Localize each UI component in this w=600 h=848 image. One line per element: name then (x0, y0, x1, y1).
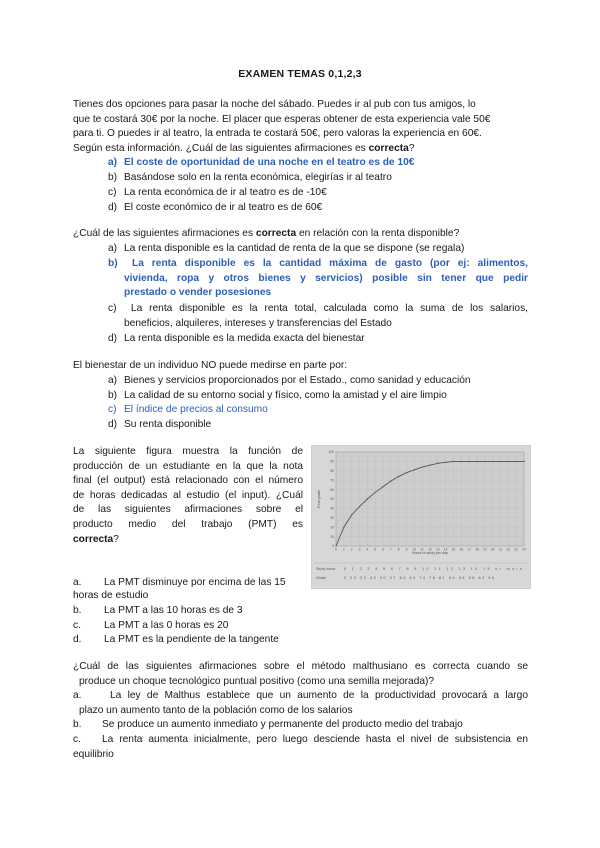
q5-option-c-line-2: equilibrio (73, 748, 114, 760)
x-tick-label: 9 (405, 547, 408, 552)
q3-option-a[interactable] (108, 374, 471, 389)
x-tick-label: 22 (506, 547, 511, 552)
q2-option-c-letter: c) (108, 303, 117, 314)
y-tick-label: 70 (330, 478, 334, 483)
q2-option-b-text-1: La renta disponible es la cantidad máxima de gasto (por ej: alimentos, (131, 258, 528, 269)
q4-option-d-text: La PMT es la pendiente de la tangente (104, 634, 279, 645)
q3-option-d-text: Su renta disponible (124, 419, 212, 430)
q5-line-2: produce un choque tecnológico puntual positivo (como una semilla mejorada)? (79, 675, 435, 687)
exam-title: EXAMEN TEMAS 0,1,2,3 (238, 68, 362, 80)
x-tick-label: 11 (420, 547, 424, 552)
q5-option-c-line-1 (73, 733, 528, 748)
x-tick-label: 7 (389, 547, 392, 552)
q2-bold-word: correcta (255, 228, 297, 239)
q2-option-b-letter: b) (108, 258, 118, 269)
q2-option-c-line-2: beneficios, alquileres, intereses y transferencias del Estado (124, 317, 392, 329)
q4-option-a-letter: a. (73, 577, 82, 588)
q2-option-d[interactable] (108, 332, 365, 347)
y-tick-label: 90 (330, 459, 334, 464)
q5-option-c[interactable] (73, 733, 528, 762)
q1-line-4-prefix: Según esta información. ¿Cuál de las siguientes afirmaciones es (73, 142, 369, 154)
q2-option-a-letter: a) (108, 243, 118, 254)
q1-option-a[interactable] (108, 156, 414, 171)
q5-option-a[interactable] (73, 689, 528, 718)
q2-option-a-text: La renta disponible es la cantidad de renta de la que se dispone (se regala) (124, 243, 465, 254)
q5-option-a-line-1 (73, 689, 528, 704)
q3-option-a-text: Bienes y servicios proporcionados por el Estado., como sanidad y educación (124, 375, 471, 386)
x-tick-label: 14 (443, 547, 448, 552)
q4-option-b-text: La PMT a las 10 horas es de 3 (104, 605, 243, 616)
q4-option-d-letter: d. (73, 634, 82, 645)
q4-suffix: ? (113, 533, 119, 545)
x-tick-label: 10 (412, 547, 417, 552)
q5-option-a-letter: a. (73, 690, 82, 701)
q4-line-6: producto medio del trabajo (PMT) es (73, 518, 303, 530)
q5-option-c-letter: c. (73, 734, 81, 745)
table-label-grade: Grade (316, 576, 326, 580)
q1-bold-word: correcta (368, 142, 409, 154)
chart-y-label: Final grade (317, 490, 321, 508)
x-tick-label: 13 (436, 547, 440, 552)
q1-line-1: Tienes dos opciones para pasar la noche del sábado. Puedes ir al pub con tus amigos, lo (73, 99, 476, 110)
x-tick-label: 19 (483, 547, 487, 552)
q4-bold-word: correcta (73, 533, 114, 545)
y-tick-label: 20 (330, 525, 334, 530)
q4-option-b[interactable] (73, 604, 243, 619)
q2-suffix: en relación con la renta disponible? (296, 228, 460, 239)
q2-option-d-text: La renta disponible es la medida exacta del bienestar (124, 333, 365, 344)
question-1-text (73, 98, 528, 156)
y-tick-label: 50 (330, 497, 334, 502)
q5-option-b-letter: b. (73, 719, 82, 730)
q1-line-4-suffix: ? (408, 142, 415, 154)
q4-option-b-letter: b. (73, 605, 82, 616)
x-tick-label: 21 (498, 547, 503, 552)
q4-line-7 (73, 533, 303, 548)
q3-option-d[interactable] (108, 418, 211, 433)
q1-option-c-letter: c) (108, 187, 117, 198)
q2-option-b[interactable] (108, 257, 528, 301)
q4-option-a-text: La PMT disminuye por encima de las 15 (104, 577, 286, 588)
x-tick-label: 16 (459, 547, 464, 552)
x-tick-label: 23 (514, 547, 518, 552)
x-tick-label: 15 (451, 547, 456, 552)
question-4-text (73, 445, 303, 547)
q1-option-b[interactable] (108, 171, 392, 186)
x-tick-label: 2 (350, 547, 353, 552)
q4-line-3: final (el output) está relacionado con el número (73, 475, 303, 487)
q3-option-b[interactable] (108, 389, 447, 404)
y-tick-label: 80 (330, 469, 334, 473)
q5-option-c-text-1: La renta aumenta inicialmente, pero luego desciende hasta el nivel de subsistencia en (102, 734, 528, 745)
q1-option-b-text: Basándose solo en la renta económica, elegirías ir al teatro (124, 172, 392, 183)
q5-option-a-line-2: plazo un aumento tanto de la población como de los salarios (79, 704, 353, 716)
q2-option-c-text-1: La renta disponible es la renta total, calculada como la suma de los salarios, (130, 303, 528, 314)
y-tick-label: 0 (332, 544, 334, 549)
q2-option-a[interactable] (108, 242, 464, 257)
q5-line-1: ¿Cuál de las siguientes afirmaciones sobre el método malthusiano es correcta cuando se (73, 661, 528, 672)
q2-option-b-line-2: vivienda, ropa y otros bienes y servicios) posible sin tener que pedir (124, 272, 528, 284)
q1-line-3: para ti. O puedes ir al teatro, la entrada te costará 50€, pero valoras la experiencia en 60€. (73, 128, 482, 140)
q1-option-d-letter: d) (108, 202, 118, 213)
q3-option-b-text: La calidad de su entorno social y físico, como la amistad y el aire limpio (124, 390, 447, 401)
table-label-hours: Study hours (316, 567, 336, 571)
q1-line-4 (73, 142, 528, 157)
x-tick-label: 4 (366, 547, 369, 552)
q3-option-a-letter: a) (108, 375, 118, 386)
q5-option-a-text-1: La ley de Malthus establece que un aumento de la productividad provocará a largo (110, 690, 528, 701)
y-tick-label: 30 (330, 516, 334, 520)
q1-option-d-text: El coste económico de ir al teatro es de 60€ (124, 202, 323, 213)
q1-option-a-text: El coste de oportunidad de una noche en el teatro es de 10€ (124, 157, 415, 168)
question-2-text (73, 227, 528, 242)
q1-option-d[interactable] (108, 201, 322, 216)
q2-option-c-line-1 (108, 302, 528, 317)
q1-option-b-letter: b) (108, 172, 118, 183)
table-hours-row: 0 1 2 3 4 5 6 7 8 9 10 11 12 13 14 15 or more (344, 567, 522, 571)
y-tick-label: 10 (330, 534, 334, 539)
q3-option-c[interactable] (108, 403, 268, 418)
x-tick-label: 6 (382, 547, 384, 552)
q4-option-a-continued: horas de estudio (73, 590, 149, 601)
x-tick-label: 0 (335, 547, 337, 552)
q3-option-c-letter: c) (108, 404, 117, 415)
q2-option-c[interactable] (108, 302, 528, 331)
q1-line-2: que te costará 30€ por la noche. El placer que esperas obtener de esta experiencia vale 50€ (73, 113, 491, 125)
q1-option-c[interactable] (108, 186, 327, 201)
q1-option-a-letter: a) (108, 157, 118, 168)
x-tick-label: 5 (374, 547, 377, 552)
question-3-text: El bienestar de un individuo NO puede medirse en parte por: (73, 360, 348, 371)
x-tick-label: 1 (342, 547, 345, 552)
q2-option-b-line-1 (108, 257, 528, 272)
y-tick-label: 100 (328, 450, 334, 455)
x-tick-label: 3 (358, 547, 361, 552)
q4-line-1: La siguiente figura muestra la función de (73, 446, 303, 457)
table-grades-row: 0 20 33 42 50 57 63 69 74 78 81 84 86 88 89 90 (344, 576, 495, 580)
q2-option-b-line-3: prestado o vender posesiones (124, 287, 272, 299)
q2-option-d-letter: d) (108, 333, 118, 344)
y-tick-label: 60 (330, 487, 334, 492)
q4-option-d[interactable] (73, 633, 279, 648)
x-tick-label: 20 (490, 547, 495, 552)
q5-option-b-text: Se produce un aumento inmediato y permanente del producto medio del trabajo (102, 719, 463, 730)
y-tick-label: 40 (330, 506, 334, 511)
q3-option-b-letter: b) (108, 390, 118, 401)
x-tick-label: 17 (467, 547, 471, 552)
q4-option-c[interactable] (73, 619, 228, 634)
q4-line-5: de las siguientes afirmaciones sobre el (73, 504, 303, 516)
q5-option-b[interactable] (73, 718, 463, 733)
x-tick-label: 8 (397, 547, 400, 552)
x-tick-label: 24 (522, 547, 526, 552)
production-function-figure (311, 445, 531, 589)
q4-option-c-text: La PMT a las 0 horas es 20 (104, 620, 229, 631)
x-tick-label: 12 (428, 547, 432, 552)
q2-prefix: ¿Cuál de las siguientes afirmaciones es (73, 228, 256, 239)
chart-x-label: Hours of study per day (411, 551, 449, 555)
q1-option-c-text: La renta económica de ir al teatro es de -10€ (124, 187, 327, 198)
q4-option-c-letter: c. (73, 620, 81, 631)
question-5-text (73, 660, 528, 689)
q3-option-d-letter: d) (108, 419, 118, 430)
q4-line-4: de horas dedicadas al estudio (el input). ¿Cuál (73, 489, 303, 501)
q3-option-c-text: El índice de precios al consumo (124, 404, 268, 415)
x-tick-label: 18 (475, 547, 479, 552)
q4-line-2: producción de un estudiante en la que la nota (73, 460, 303, 472)
production-function-chart (312, 446, 530, 588)
